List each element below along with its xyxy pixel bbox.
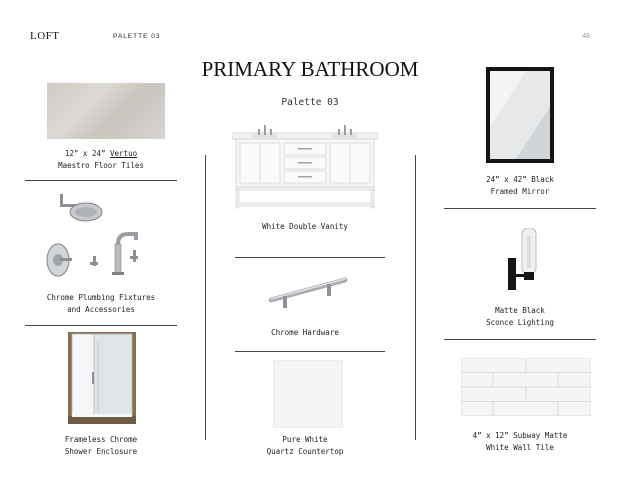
countertop-line2: Quartz Countertop xyxy=(266,446,344,456)
page-number: 48 xyxy=(582,33,590,40)
wall-tile-line1: 4” x 12” Subway Matte xyxy=(472,431,568,440)
mirror-line1: 24” x 42” Black xyxy=(486,175,554,184)
mirror-line2: Framed Mirror xyxy=(490,186,550,196)
section-divider xyxy=(235,257,385,258)
countertop-caption xyxy=(232,434,378,457)
floor-tiles-caption xyxy=(25,148,177,171)
vanity-line1: White Double Vanity xyxy=(262,222,348,231)
valve-trim-icon xyxy=(47,244,72,276)
section-divider xyxy=(25,325,177,326)
double-vanity-image xyxy=(232,123,378,215)
hardware-line1: Chrome Hardware xyxy=(271,328,339,337)
floor-tiles-size: 12” x 24” xyxy=(64,149,111,158)
column-divider-left xyxy=(205,155,206,440)
floor-tiles-brand-link[interactable]: Vertuo xyxy=(110,149,138,158)
plumbing-line1: Chrome Plumbing Fixtures xyxy=(46,293,156,302)
sconce-line1: Matte Black xyxy=(495,306,545,315)
section-divider xyxy=(25,180,177,181)
chrome-hardware-image xyxy=(265,270,351,312)
countertop-line1: Pure White xyxy=(282,435,328,444)
shower-caption xyxy=(25,434,177,457)
hardware-caption xyxy=(232,327,378,339)
sconce-caption xyxy=(444,305,596,328)
vanity-caption xyxy=(232,221,378,233)
shower-line1: Frameless Chrome xyxy=(64,435,138,444)
section-divider xyxy=(444,208,596,209)
floor-tiles-name: Maestro Floor Tiles xyxy=(58,160,144,170)
wall-tile-line2: White Wall Tile xyxy=(486,442,554,452)
brand-logo: LOFT xyxy=(30,30,60,42)
page-subtitle: Palette 03 xyxy=(281,97,339,108)
shower-head-icon xyxy=(60,194,102,221)
sconce-image xyxy=(508,228,540,294)
sconce-line2: Sconce Lighting xyxy=(486,317,554,327)
subway-tile-swatch xyxy=(461,358,591,416)
section-divider xyxy=(235,351,385,352)
column-divider-right xyxy=(415,155,416,440)
plumbing-line2: and Accessories xyxy=(67,304,135,314)
mirror-caption xyxy=(444,174,596,197)
page-title: PRIMARY BATHROOM xyxy=(201,57,419,81)
palette-tag: PALETTE 03 xyxy=(113,33,161,40)
wall-tile-caption xyxy=(444,430,596,453)
shower-line2: Shower Enclosure xyxy=(64,446,138,456)
framed-mirror-image xyxy=(486,67,554,163)
plumbing-fixtures-image xyxy=(38,190,158,282)
faucet-icon xyxy=(90,234,138,275)
section-divider xyxy=(444,339,596,340)
floor-tile-swatch xyxy=(47,83,165,139)
plumbing-caption xyxy=(25,292,177,315)
shower-enclosure-image xyxy=(68,332,136,424)
countertop-swatch xyxy=(273,360,343,428)
